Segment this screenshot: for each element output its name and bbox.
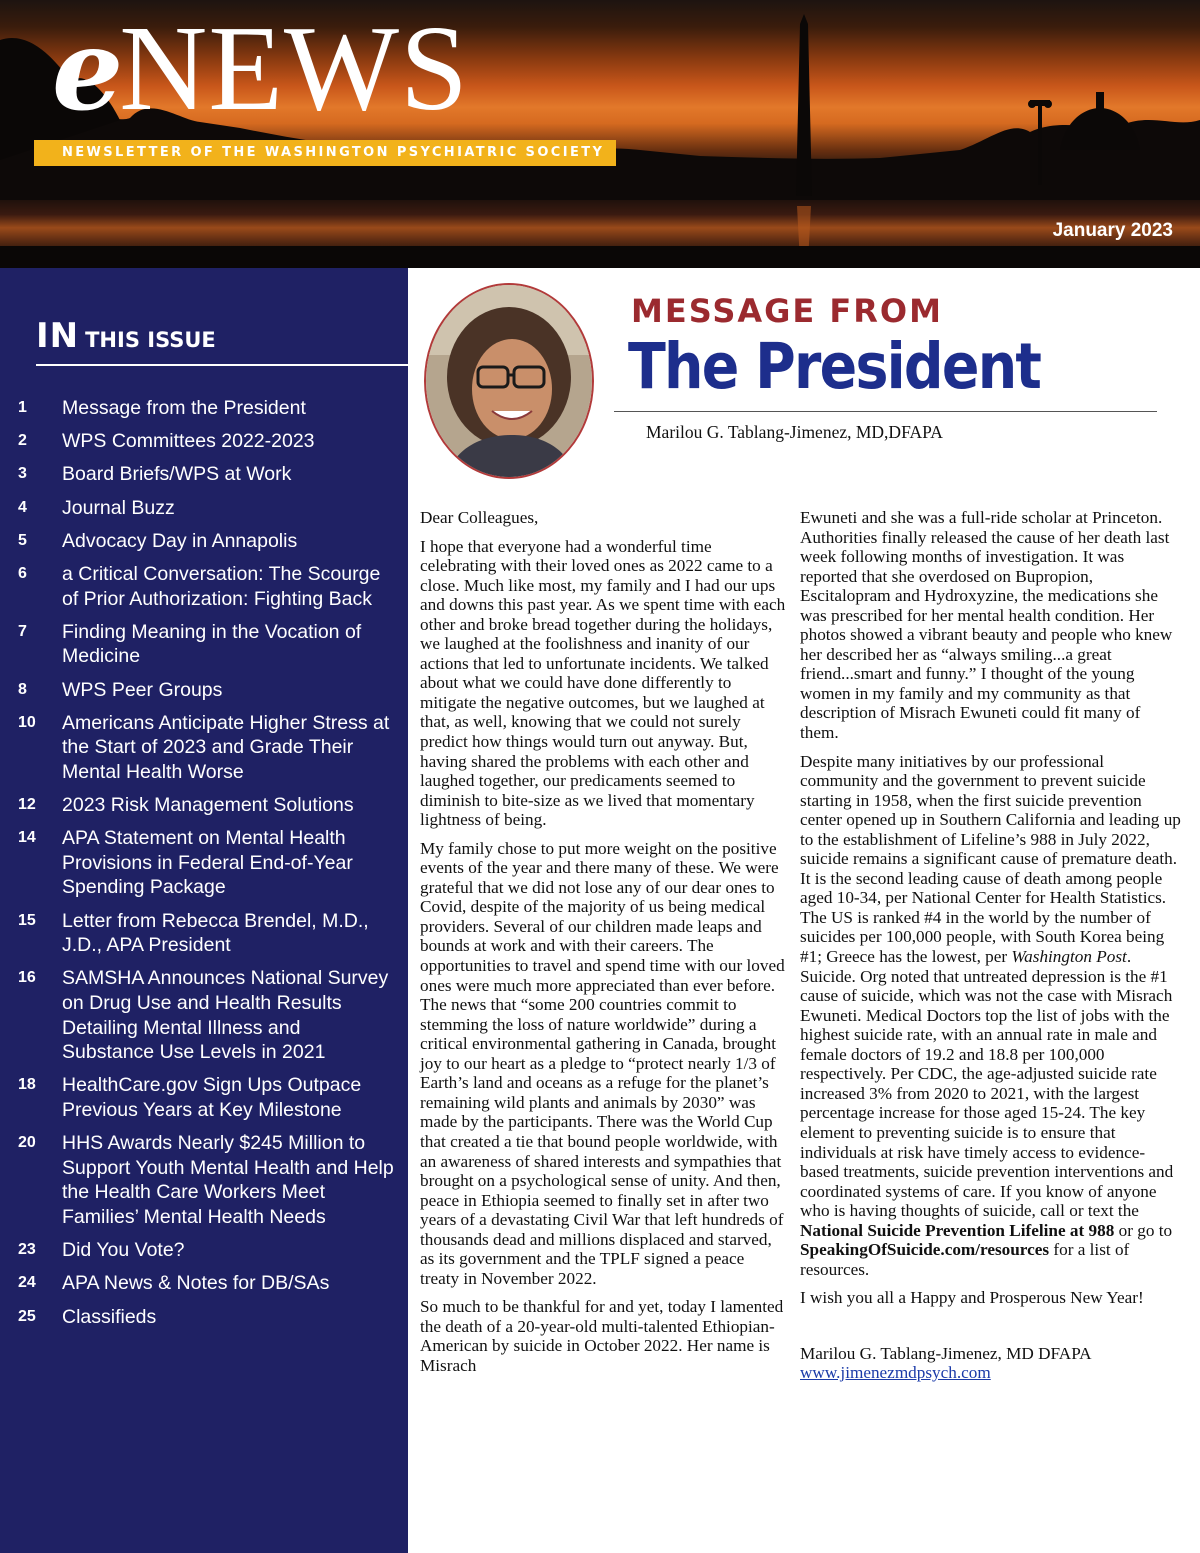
toc-page-number: 8	[18, 680, 27, 698]
masthead	[0, 0, 1200, 268]
toc-item[interactable]	[0, 396, 408, 421]
toc-page-number: 7	[18, 622, 27, 640]
article-byline: Marilou G. Tablang-Jimenez, MD,DFAPA	[646, 422, 943, 442]
toc-item[interactable]	[0, 826, 408, 900]
toc-page-number: 16	[18, 969, 36, 987]
toc-page-number: 18	[18, 1076, 36, 1094]
headline-divider	[614, 411, 1157, 412]
toc-item-title[interactable]: a Critical Conversation: The Scourge of Prior Authorization: Fighting Back	[62, 562, 381, 610]
signature-name: Marilou G. Tablang-Jimenez, MD DFAPA	[800, 1343, 1092, 1363]
article-column-right	[800, 508, 1182, 1383]
toc-item-title[interactable]: Journal Buzz	[62, 496, 175, 519]
toc-item[interactable]	[0, 793, 408, 818]
toc-page-number: 2	[18, 432, 27, 450]
toc-item-title[interactable]: 2023 Risk Management Solutions	[62, 794, 354, 817]
toc-page-number: 20	[18, 1134, 36, 1152]
toc-item-title[interactable]: Message from the President	[62, 397, 306, 419]
washington-post-citation: Washington Post	[1011, 947, 1127, 967]
toc-item[interactable]	[0, 1131, 408, 1229]
toc-page-number: 5	[18, 531, 27, 549]
paragraph-5: Despite many initiatives by our professional community and the government to prevent suicide starting in 1958, when the first suicide prevention center opened up in Southern California and leading up to the establishment of Lifeline’s 988 in July 2022, suicide remains a significant cause of premature death. It is the second leading cause of death among people aged 10-34, per National Center for Health Statistics. The US is ranked #4 in the world by the number of suicides per 100,000 people, with South Korea being #1; Greece has the lowest, per Washington Post. Suicide. Org noted that untreated depression is the #1 cause of suicide, which was not the case with Misrach Ewuneti. Medical Doctors top the list of jobs with the highest suicide rate, with an annual rate in male and female doctors of 19.2 and 18.8 per 100,000 respectively. Per CDC, the age-adjusted suicide rate increased 3% from 2020 to 2021, with the largest percentage increase for those aged 15-24. The key element to preventing suicide is to ensure that individuals at risk have timely access to evidence-based treatments, suicide prevention interventions and coordinated systems of care. If you know of anyone who is having thoughts of suicide, call or text the National Suicide Prevention Lifeline at 988 or go to SpeakingOfSuicide.com/resources for a list of resources.	[800, 751, 1181, 1279]
toc-item[interactable]	[0, 620, 408, 669]
toc-page-number: 3	[18, 465, 27, 483]
toc-page-number: 24	[18, 1274, 36, 1292]
toc-page-number: 15	[18, 911, 36, 929]
toc-item[interactable]	[0, 909, 408, 958]
toc-item[interactable]	[0, 462, 408, 487]
heading-divider	[36, 364, 408, 366]
toc-item-title[interactable]: Americans Anticipate Higher Stress at the Start of 2023 and Grade Their Mental Health Worse	[62, 711, 390, 783]
toc-page-number: 25	[18, 1307, 36, 1325]
paragraph-3: So much to be thankful for and yet, today I lamented the death of a 20-year-old multi-talented Ethiopian-American by suicide in October 2022. Her name is Misrach	[420, 1297, 784, 1375]
toc-item[interactable]	[0, 966, 408, 1064]
president-portrait	[424, 283, 594, 479]
in-this-issue-sidebar	[0, 268, 408, 1553]
toc-item-title[interactable]: APA Statement on Mental Health Provisions in Federal End-of-Year Spending Package	[62, 827, 353, 899]
toc-item-title[interactable]: Classifieds	[62, 1305, 157, 1328]
signature-website-link[interactable]: www.jimenezmdpsych.com	[800, 1363, 991, 1383]
enews-logo	[52, 1, 469, 138]
salutation: Dear Colleagues,	[420, 508, 539, 527]
resource-site-mention: SpeakingOfSuicide.com/resources	[800, 1240, 1050, 1260]
lifeline-mention: National Suicide Prevention Lifeline at 988	[800, 1220, 1115, 1240]
toc-item-title[interactable]: HealthCare.gov Sign Ups Outpace Previous Years at Key Milestone	[62, 1074, 362, 1121]
toc-page-number: 1	[18, 399, 27, 416]
toc-page-number: 23	[18, 1241, 36, 1259]
toc-item[interactable]	[0, 529, 408, 554]
toc-item-title[interactable]: WPS Peer Groups	[62, 678, 223, 701]
toc-item-title[interactable]: Finding Meaning in the Vocation of Medicine	[62, 620, 362, 668]
toc-page-number: 14	[18, 829, 36, 847]
toc-item-title[interactable]: APA News & Notes for DB/SAs	[62, 1272, 330, 1295]
toc-item[interactable]	[0, 1238, 408, 1263]
toc-item-title[interactable]: Letter from Rebecca Brendel, M.D., J.D., APA President	[62, 909, 369, 957]
in-this-issue-heading: IN THIS ISSUE	[36, 316, 216, 356]
article-column-left	[420, 508, 786, 1385]
logo-e: e	[52, 5, 124, 136]
paragraph-2: My family chose to put more weight on the positive events of the year and there many of these. We were grateful that we did not lose any of our dear ones to Covid, despite of the majority of us being medical providers. Several of our children made leaps and bounds at work and with their careers. The opportunities to travel and spend time with our loved ones were much more appreciated than ever before. The news that “some 200 countries commit to stemming the loss of nature worldwide” during a critical environmental gathering in Canada, brought joy to our heart as a pledge to “protect nearly 1/3 of Earth’s land and oceans as a refuge for the planet’s remaining wild plants and animals by 2030” was made by the participants. There was the World Cup that created a tie that bound people worldwide, with an awareness of shared interests and sympathies that brought on a psychological sense of unity. And then, peace in Ethiopia seemed to finally set in after two years of a devastating Civil War that left hundreds of thousands dead and millions displaced and starved, as its government and the TPLF signed a peace treaty in November 2022.	[420, 838, 785, 1288]
toc-page-number: 4	[18, 498, 27, 516]
toc-item-title[interactable]: WPS Committees 2022-2023	[62, 430, 315, 453]
toc-item[interactable]	[0, 496, 408, 521]
toc-item[interactable]	[0, 562, 408, 611]
toc-item[interactable]	[0, 1305, 408, 1330]
toc-item[interactable]	[0, 429, 408, 454]
table-of-contents	[0, 396, 408, 1338]
toc-item[interactable]	[0, 1073, 408, 1122]
toc-item-title[interactable]: Board Briefs/WPS at Work	[62, 463, 292, 486]
article-headline: The President	[628, 330, 1041, 403]
paragraph-1: I hope that everyone had a wonderful time celebrating with their loved ones as 2022 came to a close. Much like most, my family and I had our ups and downs this past year. As we spent time with each other and broke bread together during the holidays, we laughed at the foolishness and inanity of our actions that led to unfortunate incidents. We talked about what we could have done differently to mitigate the negative outcomes, but we laughed at that, as well, knowing that we could not surely predict how things would turn out anyway. But, having shared the problems with each other and laughed together, our predicaments seemed to diminish to bite-size as we lived that momentary lightness of being.	[420, 536, 786, 830]
newsletter-tagline: NEWSLETTER OF THE WASHINGTON PSYCHIATRIC SOCIETY	[34, 140, 616, 166]
toc-item[interactable]	[0, 678, 408, 703]
toc-page-number: 10	[18, 713, 36, 731]
toc-page-number: 6	[18, 564, 27, 582]
toc-item-title[interactable]: HHS Awards Nearly $245 Million to Support Youth Mental Health and Help the Health Care Workers Meet Families’ Mental Health Needs	[62, 1132, 394, 1228]
portrait-illustration	[426, 285, 592, 477]
toc-item[interactable]	[0, 1271, 408, 1296]
article-kicker: MESSAGE FROM	[631, 292, 943, 330]
toc-item-title[interactable]: Did You Vote?	[62, 1239, 185, 1262]
issue-date: January 2023	[1052, 220, 1173, 241]
toc-page-number: 12	[18, 796, 36, 814]
paragraph-6: I wish you all a Happy and Prosperous New Year!	[800, 1288, 1144, 1308]
signature-block	[800, 1344, 1182, 1383]
toc-item-title[interactable]: SAMSHA Announces National Survey on Drug Use and Health Results Detailing Mental Illness and Substance Use Levels in 2021	[62, 967, 389, 1064]
logo-news: NEWS	[119, 1, 469, 136]
paragraph-4: Ewuneti and she was a full-ride scholar at Princeton. Authorities finally released the cause of her death last week following months of investigation. It was reported that she overdosed on Bupropion, Escitalopram and Hydroxyzine, the medications she was prescribed for her mental health condition. Her photos showed a vibrant beauty and people who knew her described her as “always smiling...a great friend...smart and funny.” I thought of the young women in my family and my community as that description of Misrach Ewuneti could fit many of them.	[800, 508, 1173, 743]
toc-item-title[interactable]: Advocacy Day in Annapolis	[62, 529, 298, 552]
toc-item[interactable]	[0, 711, 408, 785]
